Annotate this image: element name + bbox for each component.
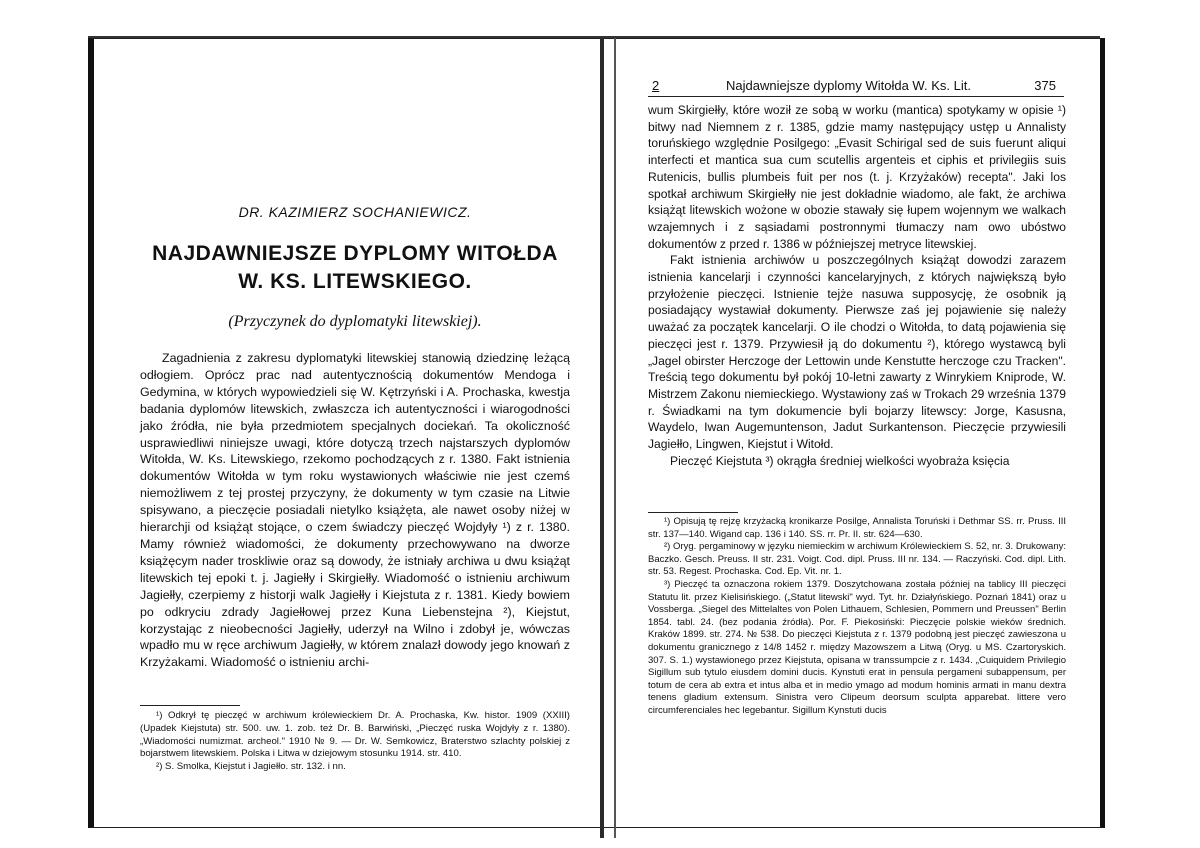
running-title: Najdawniejsze dyplomy Witołda W. Ks. Lit. [726, 78, 971, 93]
running-header [648, 78, 1068, 96]
left-body-text [140, 350, 570, 671]
right-paragraph-2: Fakt istnienia archiwów u poszczególnych książąt dowodzi zarazem istnienia kancelarji i czynności kancelaryjnych, z których największą było przyłożenie pieczęci. Istnienie tejże nasuwa supposycję, że osobnik ją posiadający wystawiał dokumenty. Pierwsze zaś jej pojawienie się należy uważać za początek kancelarji. O ile chodzi o Witołda, to datą pojawienia się pieczęci jest r. 1379. Przywiesił ją do dokumentu ²), którego wystawcą byli „Jagel obirster Herczoge der Lettowin unde Kenstutte herczoge czu Tracken". Treścią tego dokumentu był pokój 10-letni zawarty z Winrykiem Kniprode, W. Mistrzem Zakonu niemieckiego. Wystawiony zaś w Trokach 29 września 1379 r. Świadkami na tym dokumencie byli bojarzy litewscy: Jorge, Kasusna, Waydelo, Iwan Augemuntenson, Jadut Surkantenson. Pieczęcie przywiesili Jagiełło, Lingwen, Kiejstut i Witołd. [648, 253, 1066, 452]
footnote-separator [140, 705, 240, 706]
page-number: 375 [1034, 78, 1056, 93]
title-line-2: W. KS. LITEWSKIEGO. [238, 270, 472, 293]
right-footnotes [648, 516, 1066, 718]
right-paragraph-1: wum Skirgiełły, które woził ze sobą w worku (mantica) spotykamy w opisie ¹) bitwy nad Niemnem z r. 1385, gdzie mamy następujący ustęp u Annalisty toruńskiego względnie Posilgego: „Evasit Schirigal sed de suis fuerunt aliqui interfecti et mantica sua cum scutellis argenteis et ciphis et privilegiis suis Rutenicis, bullis plumbeis fuit per nos (t. j. Krzyżaków) recepta". Jaki los spotkał archiwum Skirgiełły nie jest dokładnie wiadomo, ale fakt, że archiwa książąt litewskich wożone w obozie stawały się łupem wojennym we walkach wzajemnych i z sąsiadami postronnymi tłumaczy nam owo ubóstwo dokumentów z przed r. 1386 w późniejszej metryce litewskiej. [648, 103, 1066, 251]
right-footnote-2: ²) Oryg. pergaminowy w języku niemieckim w archiwum Królewieckiem S. 52, nr. 3. Drukowany: Baczko. Gesch. Preuss. II str. 231. Voigt. Cod. dipl. Pruss. III nr. 134. — Raczyński. Cod. dipl. Lith. str. 53. Regest. Prochaska. Cod. Ep. Vit. nr. 1. [648, 541, 1066, 578]
book-gutter [600, 38, 604, 838]
footnote-separator-right [648, 512, 738, 513]
right-paragraph-3: Pieczęć Kiejstuta ³) okrągła średniej wielkości wyobraża księcia [670, 453, 1010, 468]
article-author: DR. KAZIMIERZ SOCHANIEWICZ. [238, 204, 472, 220]
right-footnote-3: ³) Pieczęć ta oznaczona rokiem 1379. Doszytchowana została później na tablicy III pieczęci Statutu lit. przez Kielisińskiego. („Statut litewski" wyd. Tyt. hr. Działyńskiego. Poznań 1841) oraz u Vossberga. „Siegel des Mittelaltes von Polen Lithauem, Schlesien, Pommern und Preussen" Berlin 1854. tabl. 24. (bez podania źródła). Por. F. Piekosiński: Pieczęcie polskie wieków średnich. Kraków 1899. str. 274. № 538. Do pieczęci Kiejstuta z r. 1379 podobną jest pieczęć zawieszona u dokumentu granicznego z 14/8 1452 r. między Mazowszem a Litwą (Oryg. u MS. Czartoryskich. 307. S. 1.) wystawionego przez Kiejstuta, opisana w transsumpcie z r. 1434. „Cuiquidem Privilegio Sigillum sub tytulo eiusdem domini ducis. Kynstuti erat in pensula pergameni subappensum, per totum de cera ab extra et intus alba et in medio ymago ad modum hominis armati in manu dextra tenens gladium extensum. Sinistra vero Clipeum deorsum sculpta apparebat. littere vero circumferenciales hec legebantur. Sigillum Kynstuti ducis [648, 578, 1066, 716]
printer-signature: 2 [652, 78, 660, 93]
book-gutter-shadow [614, 38, 616, 838]
article-title [140, 240, 570, 296]
left-body-paragraph: Zagadnienia z zakresu dyplomatyki litewskiej stanowią dziedzinę leżącą odłogiem. Oprócz prac nad autentycznością dokumentów Mendoga i Gedymina, w których wypowiedzieli się W. Kętrzyński i A. Prochaska, kwestja badania dyplomów litewskich, zwłaszcza ich autentyczności i wiarogodności jako źródła, nie była przedmiotem specjalnych dociekań. Ta okoliczność usprawiedliwi niniejsze uwagi, które dotyczą trzech najstarszych dyplomów Witołda, W. Ks. Litewskiego, rzekomo pochodzących z r. 1380. Fakt istnienia dokumentów Witołda w tym roku wystawionych właściwie nie jest czemś niemożliwem z tej prostej przyczyny, że dokumenty w tym czasie na Litwie spisywano, a pieczęcie posiadali nietylko książęta, ale nawet osoby niżej w hierarchji od książąt stojące, o czem świadczy pieczęć Wojdyły ¹) z r. 1380. Mamy również wiadomości, że dokumenty przechowywano na dworze książęcym nader troskliwie oraz są dowody, że istniały archiwa u dwu książąt litewskich tej epoki t. j. Jagiełły i Skirgiełły. Wiadomość o istnieniu archiwum Jagiełły, czerpiemy z historji walk Jagiełły i Kiejstuta z r. 1381. Kiedy bowiem po odkryciu zdrady Jagiełłowej przez Kuna Liebenstejna ²), Kiejstut, korzystając z nieobecności Jagiełły, uderzył na Wilno i zdobył je, wówczas wpadło mu w ręce archiwum Jagiełły, w którem znalazł dowody jego knowań z Krzyżakami. Wiadomość o istnieniu archi- [140, 351, 570, 670]
right-footnote-1: ¹) Opisują tę rejzę krzyżacką kronikarze Posilge, Annalista Toruński i Dethmar SS. rr. Pruss. III str. 137—140. Wigand cap. 136 i 140. SS. rr. Pr. II. str. 624—630. [648, 516, 1066, 540]
left-footnote-1: ¹) Odkrył tę pieczęć w archiwum królewieckiem Dr. A. Prochaska, Kw. histor. 1909 (XXIII) (Upadek Kiejstuta) str. 500. uw. 1. zob. też Dr. B. Barwiński, „Pieczęć ruska Wojdyły z r. 1380). „Wiadomości numizmat. archeol." 1910 № 9. — Dr. W. Semkowicz, Braterstwo szlachty polskiej z bojarstwem litewskiem. Polska i Litwa w dziejowym stosunku 1914. str. 410. [140, 710, 570, 760]
article-subtitle: (Przyczynek do dyplomatyki litewskiej). [228, 313, 482, 330]
left-footnotes [140, 710, 570, 774]
title-line-1: NAJDAWNIEJSZE DYPLOMY WITOŁDA [152, 242, 558, 265]
left-footnote-2: ²) S. Smolka, Kiejstut i Jagiełło. str. 132. i nn. [156, 761, 346, 773]
right-body-text [648, 102, 1066, 469]
header-rule [648, 96, 1064, 97]
